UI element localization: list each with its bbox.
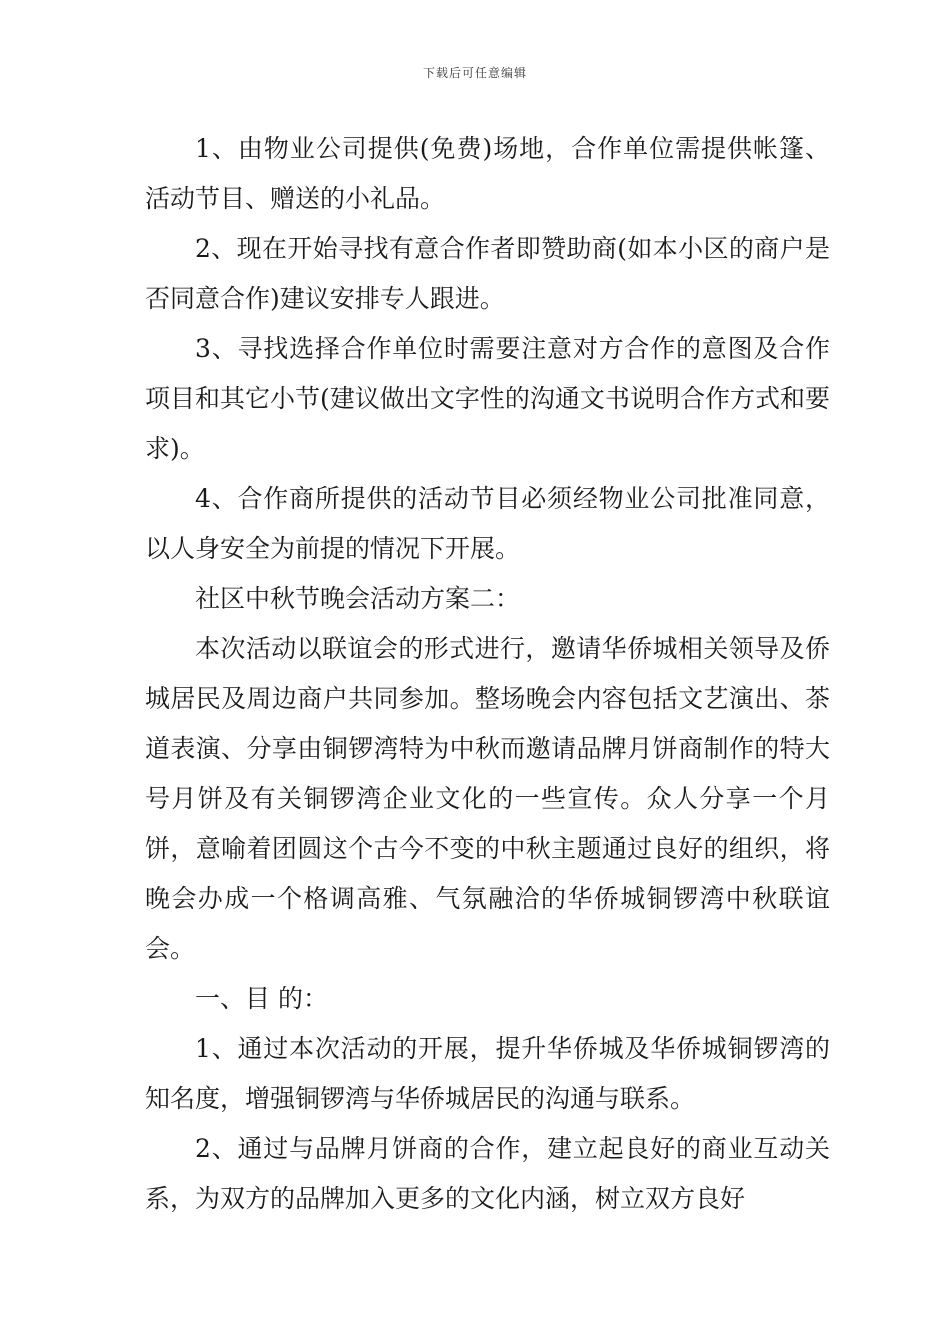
- document-body: [145, 124, 830, 1224]
- section-heading-plan-two: 社区中秋节晚会活动方案二：: [195, 584, 521, 613]
- page-header-note: 下载后可任意编辑: [422, 66, 527, 80]
- paragraph-item-2: 2、现在开始寻找有意合作者即赞助商(如本小区的商户是否同意合作)建议安排专人跟进。: [145, 234, 830, 313]
- paragraph-item-4: 4、合作商所提供的活动节目必须经物业公司批准同意，以人身安全为前提的情况下开展。: [145, 484, 830, 563]
- section-heading-purpose: 一、目 的：: [195, 984, 328, 1013]
- paragraph-plan-intro: 本次活动以联谊会的形式进行，邀请华侨城相关领导及侨城居民及周边商户共同参加。整场晚会内容包括文艺演出、茶道表演、分享由铜锣湾特为中秋而邀请品牌月饼商制作的特大号月饼及有关铜锣湾企业文化的一些宣传。众人分享一个月饼，意喻着团圆这个古今不变的中秋主题通过良好的组织，将晚会办成一个格调高雅、气氛融洽的华侨城铜锣湾中秋联谊会。: [145, 634, 830, 963]
- paragraph-item-1: 1、由物业公司提供(免费)场地，合作单位需提供帐篷、活动节目、赠送的小礼品。: [145, 134, 830, 213]
- paragraph-item-3: 3、寻找选择合作单位时需要注意对方合作的意图及合作项目和其它小节(建议做出文字性的沟通文书说明合作方式和要求)。: [145, 334, 830, 463]
- paragraph-purpose-1: 1、通过本次活动的开展，提升华侨城及华侨城铜锣湾的知名度，增强铜锣湾与华侨城居民的沟通与联系。: [145, 1034, 830, 1113]
- paragraph-purpose-2: 2、通过与品牌月饼商的合作，建立起良好的商业互动关系，为双方的品牌加入更多的文化内涵，树立双方良好: [145, 1134, 830, 1213]
